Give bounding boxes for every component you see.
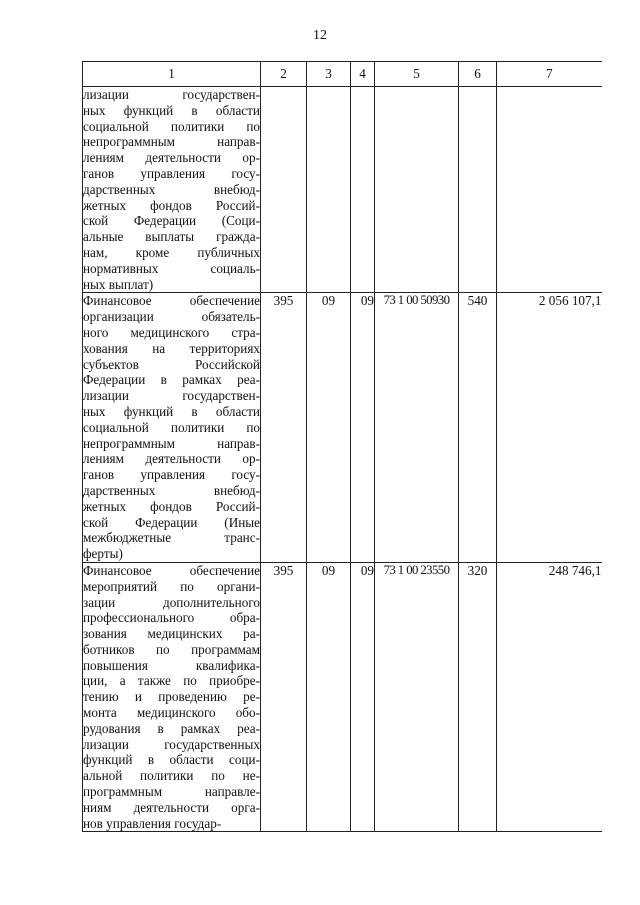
description-line: ных функций в области [83, 102, 260, 118]
description-line: повышения квалифика- [83, 657, 260, 673]
table-body [83, 87, 602, 832]
description-line: социальной политики по [83, 118, 260, 134]
row-amount [497, 87, 602, 293]
description-line: непрограммным направ- [83, 435, 260, 451]
description-line: альные выплаты гражда- [83, 229, 260, 245]
description-line: ганов управления госу- [83, 165, 260, 181]
description-line: ного медицинского стра- [83, 324, 260, 340]
description-line: лениям деятельности ор- [83, 451, 260, 467]
header-col-2: 2 [261, 62, 307, 87]
row-expense-type: 540 [459, 293, 497, 563]
row-description [83, 293, 261, 563]
header-col-5: 5 [375, 62, 459, 87]
description-line: профессионального обра- [83, 610, 260, 626]
description-line: организации обязатель- [83, 309, 260, 325]
description-line: межбюджетные транс- [83, 530, 260, 546]
row-section-code: 09 [307, 293, 351, 563]
row-target-article [375, 87, 459, 293]
description-line: мероприятий по органи- [83, 578, 260, 594]
description-line: лизации государственных [83, 736, 260, 752]
row-admin-code [261, 87, 307, 293]
description-line: дарственных внебюд- [83, 482, 260, 498]
description-line: хования на территориях [83, 340, 260, 356]
row-subsection-code [351, 87, 375, 293]
description-line: ных функций в области [83, 403, 260, 419]
description-line: ботников по программам [83, 641, 260, 657]
table-row [83, 87, 602, 293]
table-row [83, 293, 602, 563]
description-line: непрограммным направ- [83, 134, 260, 150]
description-line: нормативных социаль- [83, 260, 260, 276]
description-line: ганов управления госу- [83, 467, 260, 483]
description-line: зации дополнительного [83, 594, 260, 610]
budget-table [82, 61, 602, 832]
description-line: ферты) [83, 546, 123, 562]
row-target-article: 73 1 00 23550 [375, 562, 459, 832]
header-col-4: 4 [351, 62, 375, 87]
row-description [83, 87, 261, 293]
header-col-6: 6 [459, 62, 497, 87]
description-line: зования медицинских ра- [83, 626, 260, 642]
description-line: дарственных внебюд- [83, 181, 260, 197]
header-row [83, 62, 602, 87]
row-target-article: 73 1 00 50930 [375, 293, 459, 563]
page-number: 12 [313, 28, 327, 43]
row-description [83, 562, 261, 832]
description-line: ниям деятельности орга- [83, 799, 260, 815]
description-line: социальной политики по [83, 419, 260, 435]
description-line: нов управления государ- [83, 815, 222, 831]
description-line: ции, а также по приобре- [83, 673, 260, 689]
header-col-1: 1 [83, 62, 261, 87]
row-subsection-code: 09 [351, 293, 375, 563]
description-line: альной политики по не- [83, 768, 260, 784]
description-line: рудования в рамках реа- [83, 720, 260, 736]
row-admin-code: 395 [261, 562, 307, 832]
description-line: лизации государствен- [83, 388, 260, 404]
row-amount: 2 056 107,1 [497, 293, 602, 563]
description-line: жетных фондов Россий- [83, 197, 260, 213]
description-line: жетных фондов Россий- [83, 498, 260, 514]
row-section-code [307, 87, 351, 293]
description-line: программным направле- [83, 784, 260, 800]
table-row [83, 562, 602, 832]
description-line: тению и проведению ре- [83, 689, 260, 705]
description-line: Федерации в рамках реа- [83, 372, 260, 388]
row-section-code: 09 [307, 562, 351, 832]
row-subsection-code: 09 [351, 562, 375, 832]
description-line: ных выплат) [83, 276, 154, 292]
description-line: Финансовое обеспечение [83, 293, 260, 309]
description-line: ской Федерации (Соци- [83, 213, 260, 229]
description-line: функций в области соци- [83, 752, 260, 768]
description-line: субъектов Российской [83, 356, 260, 372]
row-amount: 248 746,1 [497, 562, 602, 832]
description-line: нам, кроме публичных [83, 244, 260, 260]
description-line: лениям деятельности ор- [83, 150, 260, 166]
header-col-3: 3 [307, 62, 351, 87]
description-line: монта медицинского обо- [83, 705, 260, 721]
row-admin-code: 395 [261, 293, 307, 563]
row-expense-type: 320 [459, 562, 497, 832]
description-line: лизации государствен- [83, 87, 260, 102]
description-line: ской Федерации (Иные [83, 514, 260, 530]
description-line: Финансовое обеспечение [83, 562, 260, 578]
row-expense-type [459, 87, 497, 293]
header-col-7: 7 [497, 62, 602, 87]
